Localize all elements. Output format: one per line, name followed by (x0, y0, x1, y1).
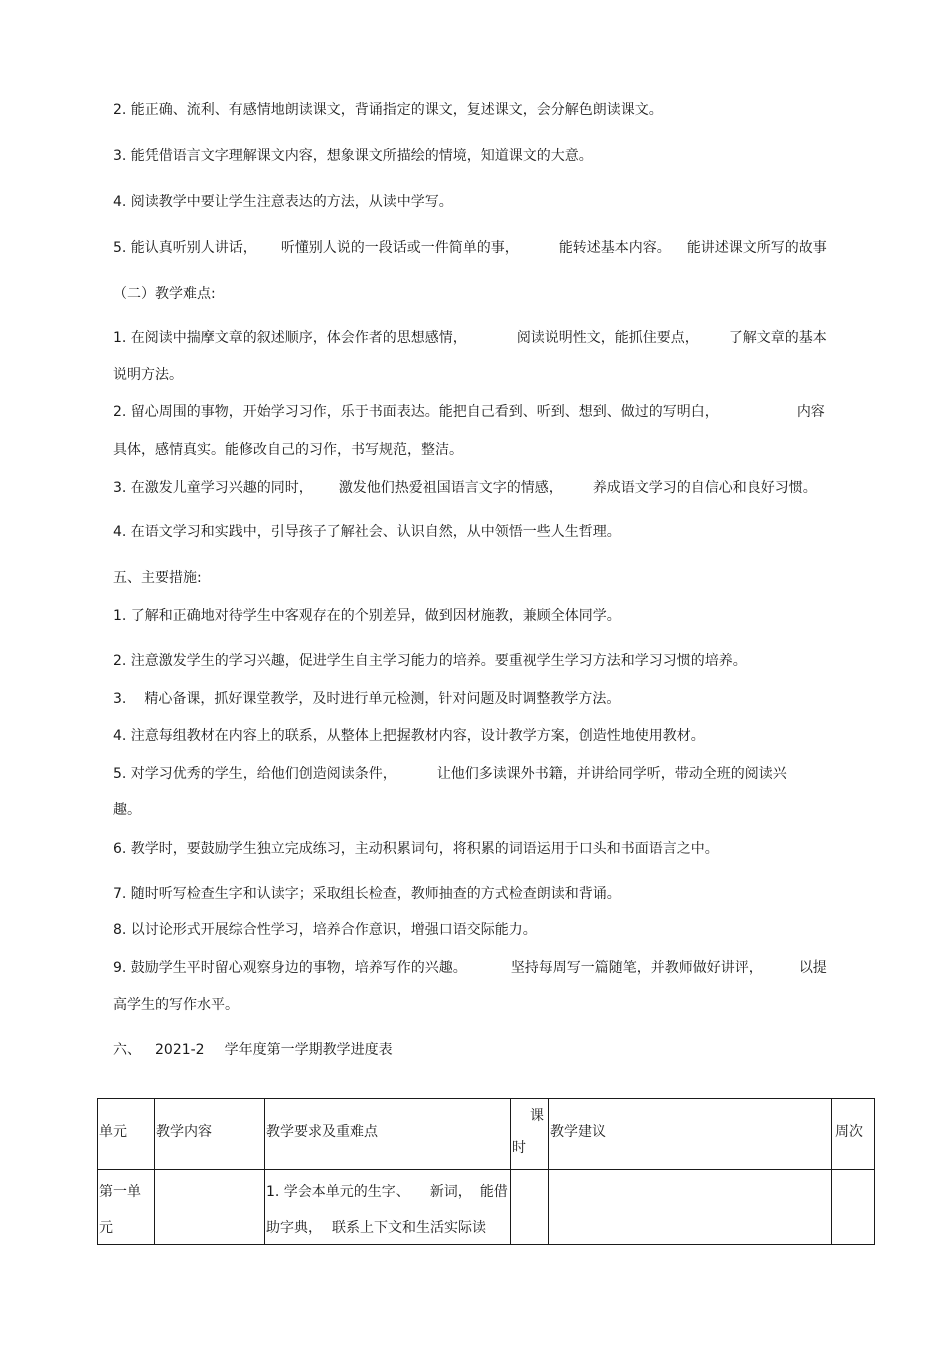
measure-8: 8. 以讨论形式开展综合性学习，培养合作意识，增强口语交际能力。 (113, 922, 537, 938)
difficulty-1-part-b: 阅读说明性文，能抓住要点， (516, 330, 699, 346)
goal-3: 3. 能凭借语言文字理解课文内容，想象课文所描绘的情境，知道课文的大意。 (113, 148, 593, 164)
difficulty-2-part-a: 2. 留心周围的事物，开始学习习作，乐于书面表达。能把自己看到、听到、想到、做过的写明白， (113, 404, 719, 420)
difficulty-3 (113, 479, 817, 497)
measures-heading: 五、主要措施: (113, 570, 202, 586)
row1-suggestion (549, 1170, 832, 1245)
measure-4: 4. 注意每组教材在内容上的联系，从整体上把握教材内容，设计教学方案，创造性地使用教材。 (113, 728, 705, 744)
measure-3 (113, 690, 620, 708)
difficulty-2-cont: 具体，感情真实。能修改自己的习作，书写规范，整洁。 (113, 442, 463, 458)
measure-3-number: 3. (113, 691, 127, 707)
measure-9-cont: 高学生的写作水平。 (113, 997, 239, 1013)
header-suggestion: 教学建议 (549, 1099, 832, 1170)
difficulty-1-part-c: 了解文章的基本 (728, 330, 827, 346)
difficulty-2-part-b: 内容 (796, 404, 825, 420)
goal-5 (113, 239, 827, 257)
goal-5-part-b: 听懂别人说的一段话或一件简单的事， (280, 240, 519, 256)
goal-4: 4. 阅读教学中要让学生注意表达的方法，从读中学写。 (113, 194, 453, 210)
goal-5-part-a: 5. 能认真听别人讲话， (113, 240, 257, 256)
measure-1: 1. 了解和正确地对待学生中客观存在的个别差异，做到因材施教，兼顾全体同学。 (113, 608, 621, 624)
difficulty-1-cont: 说明方法。 (113, 367, 183, 383)
measure-9 (113, 959, 827, 977)
measure-2: 2. 注意激发学生的学习兴趣，促进学生自主学习能力的培养。要重视学生学习方法和学习习惯的培养。 (113, 653, 747, 669)
measure-7: 7. 随时听写检查生字和认读字；采取组长检查，教师抽查的方式检查朗读和背诵。 (113, 886, 621, 902)
difficulty-3-part-c: 养成语文学习的自信心和良好习惯。 (592, 480, 817, 496)
measure-5-part-b: 让他们多读课外书籍，并讲给同学听，带动全班的阅读兴 (436, 766, 787, 782)
difficulty-3-part-a: 3. 在激发儿童学习兴趣的同时， (113, 480, 313, 496)
goal-2: 2. 能正确、流利、有感情地朗读课文，背诵指定的课文，复述课文，会分解色朗读课文。 (113, 102, 663, 118)
schedule-heading-number: 六、 (113, 1042, 141, 1058)
measure-5-cont: 趣。 (113, 802, 141, 818)
header-requirements: 教学要求及重难点 (265, 1099, 511, 1170)
row1-content (155, 1170, 265, 1245)
schedule-heading (113, 1041, 393, 1059)
row1-week (832, 1170, 875, 1245)
measure-5 (113, 765, 787, 783)
header-unit: 单元 (98, 1099, 155, 1170)
measure-9-part-a: 9. 鼓励学生平时留心观察身边的事物，培养写作的兴趣。 (113, 960, 467, 976)
measure-6: 6. 教学时，要鼓励学生独立完成练习，主动积累词句，将积累的词语运用于口头和书面语言之中。 (113, 841, 719, 857)
schedule-heading-title: 学年度第一学期教学进度表 (224, 1042, 393, 1058)
difficulty-1 (113, 329, 827, 347)
row1-hours (511, 1170, 549, 1245)
table-row (98, 1170, 875, 1245)
measure-5-part-a: 5. 对学习优秀的学生，给他们创造阅读条件， (113, 766, 397, 782)
table-header-row (98, 1099, 875, 1170)
schedule-heading-year: 2021-2 (155, 1042, 205, 1058)
measure-3-text: 精心备课，抓好课堂教学，及时进行单元检测，针对问题及时调整教学方法。 (144, 691, 621, 707)
schedule-table (97, 1098, 875, 1245)
difficulty-2 (113, 403, 825, 421)
difficulty-3-part-b: 激发他们热爱祖国语言文字的情感， (338, 480, 563, 496)
difficulty-heading: （二）教学难点: (113, 286, 216, 302)
measure-9-part-c: 以提 (798, 960, 827, 976)
goal-5-part-d: 能讲述课文所写的故事 (686, 240, 827, 256)
row1-requirements: 1. 学会本单元的生字、 新词， 能借 助字典， 联系上下文和生活实际读 (265, 1170, 511, 1245)
goal-5-part-c: 能转述基本内容。 (558, 240, 671, 256)
difficulty-4: 4. 在语文学习和实践中，引导孩子了解社会、认识自然，从中领悟一些人生哲理。 (113, 524, 621, 540)
difficulty-1-part-a: 1. 在阅读中揣摩文章的叙述顺序，体会作者的思想感情， (113, 330, 467, 346)
header-week: 周次 (832, 1099, 875, 1170)
row1-unit: 第一单 元 (98, 1170, 155, 1245)
measure-9-part-b: 坚持每周写一篇随笔，并教师做好讲评， (510, 960, 763, 976)
header-content: 教学内容 (155, 1099, 265, 1170)
header-hours: 课 时 (511, 1099, 549, 1170)
